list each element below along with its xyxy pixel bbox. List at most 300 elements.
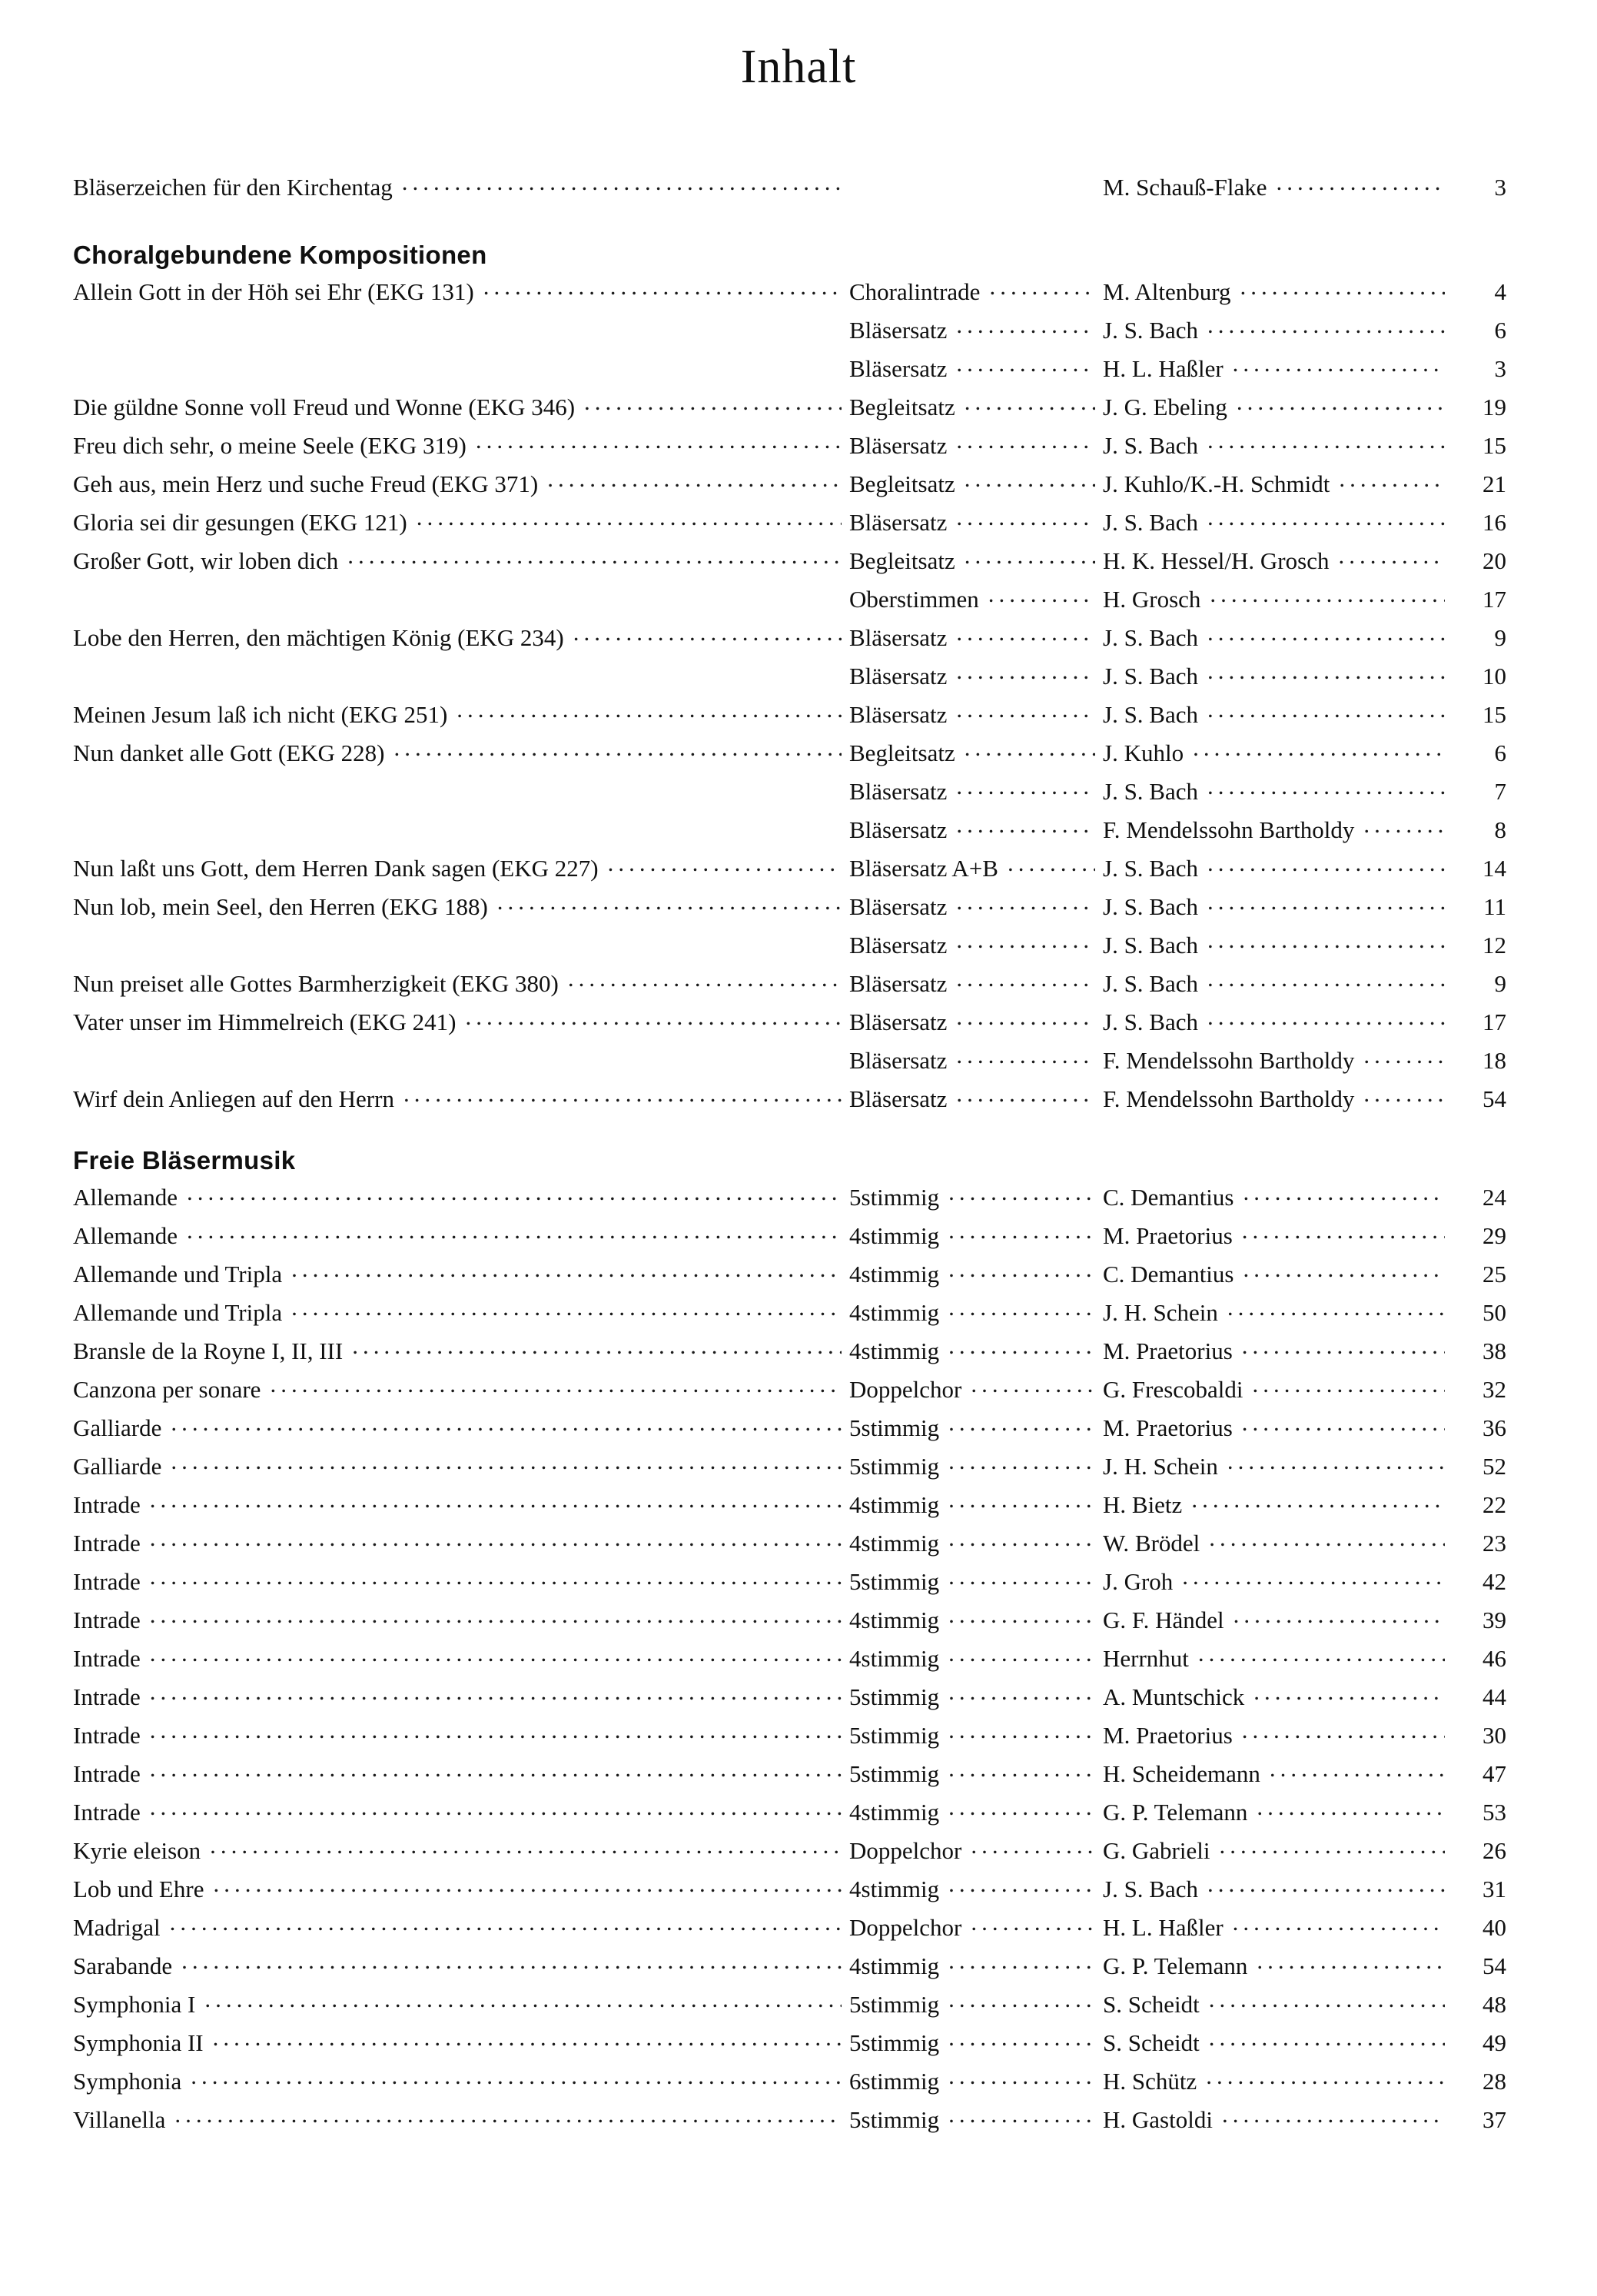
dot-leader (465, 1006, 842, 1030)
entry-author-cell (1103, 1870, 1453, 1909)
table-row (73, 168, 1528, 207)
table-row (73, 1755, 1528, 1793)
entry-page: 9 (1494, 624, 1506, 651)
entry-author-cell (1103, 465, 1453, 503)
entry-title-cell (73, 542, 849, 580)
entry-title-cell (73, 1178, 849, 1217)
entry-page: 48 (1482, 1991, 1506, 2018)
entry-page: 9 (1494, 970, 1506, 997)
entry-kind-cell (849, 1178, 1103, 1217)
dot-leader (82, 1045, 842, 1068)
entry-title: Intrade (73, 1607, 141, 1633)
entry-kind-cell (849, 1870, 1103, 1909)
entry-kind: 5stimmig (849, 1683, 940, 1710)
table-row (73, 888, 1528, 926)
dot-leader (1242, 1720, 1445, 1743)
entry-kind: Oberstimmen (849, 586, 979, 613)
entry-page: 49 (1482, 2029, 1506, 2056)
table-row (73, 773, 1528, 811)
entry-author-cell (1103, 619, 1453, 657)
entry-title: Intrade (73, 1683, 141, 1710)
entry-title-cell (73, 1524, 849, 1563)
entry-author-cell (1103, 1217, 1453, 1255)
dot-leader (948, 2027, 1095, 2051)
entry-page: 37 (1482, 2106, 1506, 2133)
entry-title: Intrade (73, 1645, 141, 1672)
dot-leader (150, 1566, 842, 1590)
dot-leader (948, 1258, 1095, 1282)
entry-page: 28 (1482, 2068, 1506, 2095)
entry-author: Herrnhut (1103, 1645, 1189, 1672)
entry-title: Galliarde (73, 1453, 162, 1480)
entry-author: W. Brödel (1103, 1530, 1200, 1557)
table-row (73, 1486, 1528, 1524)
entry-author-cell (1103, 657, 1453, 696)
entry-kind-cell (849, 427, 1103, 465)
entry-title-cell (73, 2024, 849, 2062)
entry-page: 29 (1482, 1222, 1506, 1249)
entry-title: Lob und Ehre (73, 1876, 204, 1902)
entry-page: 25 (1482, 1261, 1506, 1288)
dot-leader (174, 2104, 842, 2128)
dot-leader (1182, 1566, 1445, 1590)
entry-author-cell (1103, 542, 1453, 580)
dot-leader (1222, 2104, 1445, 2128)
table-row (73, 388, 1528, 427)
dot-leader (150, 1796, 842, 1820)
entry-author: C. Demantius (1103, 1184, 1234, 1211)
dot-leader (948, 1643, 1095, 1666)
toc-content (0, 168, 1597, 2139)
dot-leader (483, 276, 842, 300)
entry-kind-cell (849, 1678, 1103, 1716)
entry-author-cell (1103, 168, 1453, 207)
entry-kind: Bläsersatz (849, 509, 948, 536)
entry-author: J. S. Bach (1103, 663, 1198, 689)
table-row (73, 503, 1528, 542)
entry-author: J. S. Bach (1103, 317, 1198, 344)
entry-kind-cell (849, 465, 1103, 503)
entry-page: 3 (1494, 355, 1506, 382)
entry-page: 26 (1482, 1837, 1506, 1864)
dot-leader (1277, 171, 1445, 195)
entry-title: Geh aus, mein Herz und suche Freud (EKG 371) (73, 470, 539, 497)
table-row (73, 1371, 1528, 1409)
table-row (73, 619, 1528, 657)
entry-kind-cell (849, 1985, 1103, 2024)
entry-page: 12 (1482, 932, 1506, 959)
dot-leader (1253, 1374, 1445, 1397)
entry-kind-cell (849, 696, 1103, 734)
entry-kind: Begleitsatz (849, 739, 955, 766)
entry-author: F. Mendelssohn Bartholdy (1103, 1047, 1355, 1074)
dot-leader (1233, 353, 1445, 377)
entry-title: Intrade (73, 1722, 141, 1749)
entry-page: 39 (1482, 1607, 1506, 1633)
entry-title-cell (73, 583, 849, 607)
table-row (73, 849, 1528, 888)
entry-kind-cell (849, 1371, 1103, 1409)
dot-leader (204, 1989, 842, 2012)
entry-title-cell (73, 1601, 849, 1640)
table-row (73, 1003, 1528, 1042)
entry-author: H. Schütz (1103, 2068, 1197, 2095)
entry-author: M. Praetorius (1103, 1222, 1233, 1249)
entry-kind: 5stimmig (849, 1414, 940, 1441)
entry-author: J. S. Bach (1103, 970, 1198, 997)
entry-page: 17 (1482, 1008, 1506, 1035)
entry-author-cell (1103, 1447, 1453, 1486)
entry-author-cell (1103, 1003, 1453, 1042)
entry-kind: Bläsersatz (849, 816, 948, 843)
dot-leader (417, 507, 842, 530)
entry-title-cell (73, 1755, 849, 1793)
dot-leader (956, 1083, 1095, 1107)
entry-kind-cell (849, 1003, 1103, 1042)
dot-leader (171, 1450, 842, 1474)
dot-leader (988, 583, 1095, 607)
dot-leader (1227, 1297, 1445, 1321)
dot-leader (948, 1989, 1095, 2012)
entry-title-cell (73, 1255, 849, 1294)
entry-author: G. Frescobaldi (1103, 1376, 1243, 1403)
entry-kind: 4stimmig (849, 1799, 940, 1826)
entry-kind-cell (849, 965, 1103, 1003)
dot-leader (573, 622, 842, 646)
dot-leader (1243, 1181, 1446, 1205)
dot-leader (956, 929, 1095, 953)
dot-leader (1257, 1796, 1445, 1820)
entry-kind-cell (849, 2062, 1103, 2101)
entry-author-cell (1103, 1080, 1453, 1118)
entry-author-cell (1103, 388, 1453, 427)
entry-kind-cell (849, 1832, 1103, 1870)
entry-author-cell (1103, 1409, 1453, 1447)
entry-author-cell (1103, 1793, 1453, 1832)
entry-title-cell (73, 388, 849, 427)
entry-author-cell (1103, 1832, 1453, 1870)
entry-page: 23 (1482, 1530, 1506, 1557)
page-title: Inhalt (740, 41, 857, 93)
entry-author: S. Scheidt (1103, 1991, 1200, 2018)
table-row (73, 1716, 1528, 1755)
entry-title-cell (73, 353, 849, 377)
entry-kind-cell (849, 2101, 1103, 2139)
table-row (73, 1178, 1528, 1217)
entry-title: Madrigal (73, 1914, 161, 1941)
dot-leader (956, 891, 1095, 915)
table-row (73, 350, 1528, 388)
dot-leader (1191, 1489, 1445, 1513)
entry-page: 46 (1482, 1645, 1506, 1672)
table-row (73, 965, 1528, 1003)
entry-kind: Bläsersatz (849, 1047, 948, 1074)
table-row (73, 696, 1528, 734)
entry-page: 52 (1482, 1453, 1506, 1480)
entry-title-cell (73, 427, 849, 465)
dot-leader (956, 353, 1095, 377)
entry-kind-cell (849, 888, 1103, 926)
entry-kind: Begleitsatz (849, 470, 955, 497)
entry-title: Nun preiset alle Gottes Barmherzigkeit (EKG 380) (73, 970, 559, 997)
entry-kind-cell (849, 273, 1103, 311)
entry-author-cell (1103, 1563, 1453, 1601)
table-row (73, 2024, 1528, 2062)
dot-leader (1253, 1681, 1445, 1705)
entry-author-cell (1103, 1755, 1453, 1793)
entry-kind: 5stimmig (849, 2029, 940, 2056)
entry-kind-cell (849, 1601, 1103, 1640)
entry-author: H. Grosch (1103, 586, 1201, 613)
entry-title: Gloria sei dir gesungen (EKG 121) (73, 509, 407, 536)
dot-leader (1206, 2065, 1445, 2089)
dot-leader (150, 1758, 842, 1782)
entry-author: H. Bietz (1103, 1491, 1183, 1518)
entry-author: A. Muntschick (1103, 1683, 1245, 1710)
entry-author-cell (1103, 965, 1453, 1003)
table-row (73, 1409, 1528, 1447)
dot-leader (965, 737, 1095, 761)
entry-title: Galliarde (73, 1414, 162, 1441)
entry-title: Allein Gott in der Höh sei Ehr (EKG 131) (73, 278, 474, 305)
entry-kind-cell (849, 542, 1103, 580)
table-row (73, 542, 1528, 580)
table-row (73, 580, 1528, 619)
entry-title: Canzona per sonare (73, 1376, 261, 1403)
entry-page: 15 (1482, 432, 1506, 459)
table-row (73, 465, 1528, 503)
entry-author-cell (1103, 1640, 1453, 1678)
entry-kind-cell (849, 1447, 1103, 1486)
dot-leader (210, 1835, 842, 1859)
entry-title: Villanella (73, 2106, 166, 2133)
dot-leader (1207, 699, 1445, 723)
entry-title-cell (73, 965, 849, 1003)
entry-kind: Begleitsatz (849, 394, 955, 420)
entry-title: Vater unser im Himmelreich (EKG 241) (73, 1008, 457, 1035)
entry-title-cell (73, 619, 849, 657)
entry-kind: 5stimmig (849, 1568, 940, 1595)
table-row (73, 1447, 1528, 1486)
entry-kind-cell (849, 849, 1103, 888)
entry-page: 38 (1482, 1337, 1506, 1364)
dot-leader (1257, 1950, 1445, 1974)
dot-leader (956, 1045, 1095, 1068)
entry-title: Freu dich sehr, o meine Seele (EKG 319) (73, 432, 466, 459)
entry-page: 6 (1494, 739, 1506, 766)
entry-title-cell (73, 1563, 849, 1601)
entry-kind-cell (849, 657, 1103, 696)
entry-title: Nun danket alle Gott (EKG 228) (73, 739, 385, 766)
entry-author-cell (1103, 849, 1453, 888)
entry-kind: 6stimmig (849, 2068, 940, 2095)
entry-title-cell (73, 849, 849, 888)
entry-author: J. Groh (1103, 1568, 1174, 1595)
entry-page: 44 (1482, 1683, 1506, 1710)
section-heading: Choralgebundene Kompositionen (73, 241, 487, 269)
table-row (73, 1294, 1528, 1332)
entry-title: Intrade (73, 1568, 141, 1595)
entry-page: 22 (1482, 1491, 1506, 1518)
entry-title-cell (73, 273, 849, 311)
entry-title-cell (73, 1294, 849, 1332)
dot-leader (82, 353, 842, 377)
entry-author: G. P. Telemann (1103, 1952, 1248, 1979)
entry-author: F. Mendelssohn Bartholdy (1103, 1085, 1355, 1112)
dot-leader (1209, 1989, 1445, 2012)
entry-title-cell (73, 696, 849, 734)
entry-kind-cell (849, 1640, 1103, 1678)
dot-leader (82, 929, 842, 953)
entry-kind: 4stimmig (849, 1607, 940, 1633)
entry-kind-cell (849, 1909, 1103, 1947)
entry-author: J. S. Bach (1103, 855, 1198, 882)
dot-leader (82, 776, 842, 799)
table-row (73, 1217, 1528, 1255)
dot-leader (1227, 1450, 1445, 1474)
dot-leader (170, 1912, 842, 1935)
entry-title-cell (73, 1678, 849, 1716)
dot-leader (213, 1873, 842, 1897)
entry-author: G. Gabrieli (1103, 1837, 1210, 1864)
table-row (73, 1255, 1528, 1294)
dot-leader (402, 171, 842, 195)
table-row (73, 2101, 1528, 2139)
entry-title: Bransle de la Royne I, II, III (73, 1337, 344, 1364)
entry-kind: Doppelchor (849, 1914, 962, 1941)
entry-author: G. F. Händel (1103, 1607, 1224, 1633)
entry-kind: Bläsersatz (849, 932, 948, 959)
entry-author: M. Praetorius (1103, 1722, 1233, 1749)
entry-author: C. Demantius (1103, 1261, 1234, 1288)
entry-title-cell (73, 1217, 849, 1255)
table-row (73, 811, 1528, 849)
entry-author: J. S. Bach (1103, 624, 1198, 651)
entry-page: 20 (1482, 547, 1506, 574)
entry-author-cell (1103, 1178, 1453, 1217)
entry-title-cell (73, 776, 849, 799)
entry-author: J. S. Bach (1103, 701, 1198, 728)
entry-author-cell (1103, 1947, 1453, 1985)
entry-page: 24 (1482, 1184, 1506, 1211)
entry-author-cell (1103, 580, 1453, 619)
entry-kind-cell (849, 503, 1103, 542)
entry-page: 32 (1482, 1376, 1506, 1403)
table-row (73, 427, 1528, 465)
entry-author-cell (1103, 311, 1453, 350)
dot-leader (352, 1335, 842, 1359)
entry-page: 30 (1482, 1722, 1506, 1749)
entry-page: 21 (1482, 470, 1506, 497)
entry-author: J. Kuhlo/K.-H. Schmidt (1103, 470, 1330, 497)
entry-author-cell (1103, 926, 1453, 965)
dot-leader (956, 430, 1095, 454)
dot-leader (948, 1412, 1095, 1436)
entry-kind: Bläsersatz (849, 1085, 948, 1112)
table-row (73, 1563, 1528, 1601)
entry-title-cell (73, 2101, 849, 2139)
table-row (73, 926, 1528, 965)
entry-kind: Begleitsatz (849, 547, 955, 574)
dot-leader (971, 1912, 1095, 1935)
table-row (73, 1909, 1528, 1947)
dot-leader (584, 391, 842, 415)
entry-page: 15 (1482, 701, 1506, 728)
entry-author: J. S. Bach (1103, 1876, 1198, 1902)
entry-page: 53 (1482, 1799, 1506, 1826)
entry-kind-cell (849, 1332, 1103, 1371)
entry-title-cell (73, 1870, 849, 1909)
entry-author: H. Scheidemann (1103, 1760, 1260, 1787)
entry-kind-cell (849, 1716, 1103, 1755)
entry-kind: 4stimmig (849, 1337, 940, 1364)
entry-title-cell (73, 888, 849, 926)
dot-leader (948, 1450, 1095, 1474)
entry-author: H. L. Haßler (1103, 1914, 1223, 1941)
dot-leader (568, 968, 842, 992)
dot-leader (291, 1258, 842, 1282)
entry-kind-cell (849, 1080, 1103, 1118)
entry-kind-cell (849, 734, 1103, 773)
entry-kind: Bläsersatz (849, 663, 948, 689)
entry-title-cell (73, 1409, 849, 1447)
entry-kind-cell (849, 1255, 1103, 1294)
entry-page: 19 (1482, 394, 1506, 420)
entry-kind: Bläsersatz (849, 701, 948, 728)
dot-leader (270, 1374, 842, 1397)
dot-leader (1207, 660, 1445, 684)
entry-kind-cell (849, 580, 1103, 619)
dot-leader (1270, 1758, 1445, 1782)
dot-leader (948, 1873, 1095, 1897)
entry-kind: 5stimmig (849, 1760, 940, 1787)
entry-author-cell (1103, 1294, 1453, 1332)
dot-leader (1363, 1083, 1445, 1107)
entry-title: Großer Gott, wir loben dich (73, 547, 339, 574)
dot-leader (956, 314, 1095, 338)
entry-author-cell (1103, 773, 1453, 811)
entry-kind: 5stimmig (849, 2106, 940, 2133)
entry-kind-cell (849, 311, 1103, 350)
entry-kind: 5stimmig (849, 1722, 940, 1749)
dot-leader (956, 776, 1095, 799)
entry-author-cell (1103, 350, 1453, 388)
dot-leader (1363, 1045, 1445, 1068)
entry-title-cell (73, 1486, 849, 1524)
entry-kind-cell (849, 1409, 1103, 1447)
entry-kind: Bläsersatz (849, 317, 948, 344)
entry-author-cell (1103, 1486, 1453, 1524)
dot-leader (971, 1374, 1095, 1397)
entry-author-cell (1103, 696, 1453, 734)
entry-title: Lobe den Herren, den mächtigen König (EKG 234) (73, 624, 564, 651)
sections-container (73, 241, 1528, 2139)
dot-leader (1242, 1412, 1445, 1436)
dot-leader (150, 1489, 842, 1513)
entry-title-cell (73, 660, 849, 684)
dot-leader (948, 1566, 1095, 1590)
entry-kind: Doppelchor (849, 1837, 962, 1864)
entry-title-cell (73, 1371, 849, 1409)
dot-leader (457, 699, 842, 723)
table-row (73, 2062, 1528, 2101)
entry-title: Allemande und Tripla (73, 1261, 283, 1288)
entry-kind-cell (849, 773, 1103, 811)
dot-leader (1233, 1604, 1445, 1628)
entry-page: 54 (1482, 1952, 1506, 1979)
dot-leader (948, 1950, 1095, 1974)
entry-title: Intrade (73, 1799, 141, 1826)
